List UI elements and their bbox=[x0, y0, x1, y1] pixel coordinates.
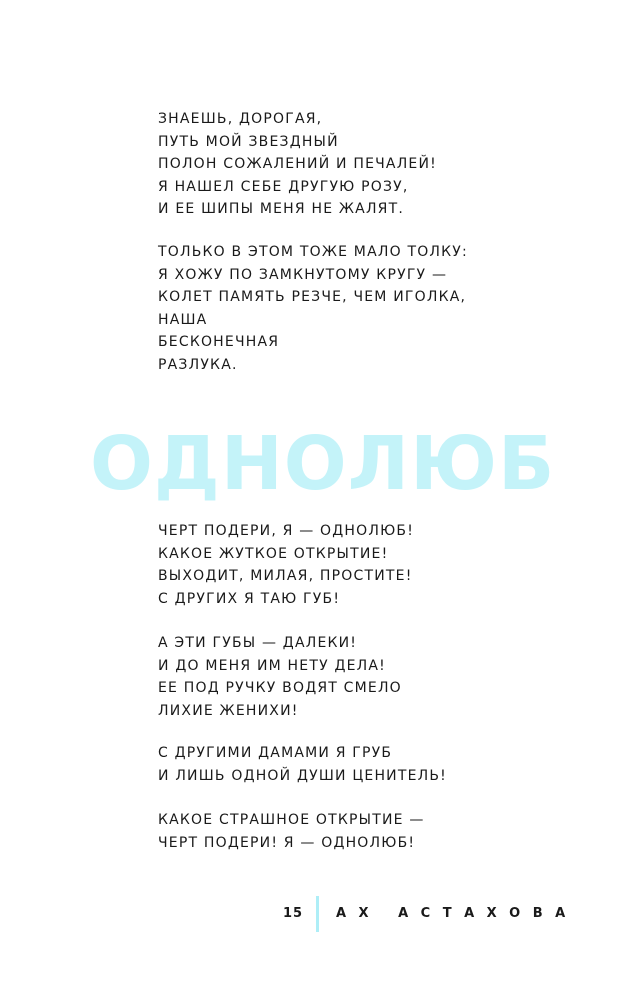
poem-line: ЕЕ ПОД РУЧКУ ВОДЯТ СМЕЛО bbox=[158, 680, 402, 696]
poem-line: Я ХОЖУ ПО ЗАМКНУТОМУ КРУГУ — bbox=[158, 266, 448, 283]
poem-line: БЕСКОНЕЧНАЯ bbox=[158, 334, 280, 350]
poem-line: ЛИХИЕ ЖЕНИХИ! bbox=[158, 702, 299, 719]
poem-title: ОДНОЛЮБ bbox=[90, 421, 556, 507]
stanza-bottom-3 bbox=[158, 742, 447, 787]
footer-divider bbox=[316, 896, 319, 932]
poem-line: КАКОЕ ЖУТКОЕ ОТКРЫТИЕ! bbox=[158, 545, 389, 562]
stanza-bottom-2 bbox=[158, 632, 402, 722]
poem-line: ВЫХОДИТ, МИЛАЯ, ПРОСТИТЕ! bbox=[158, 568, 413, 584]
author-name: АХ АСТАХОВА bbox=[336, 906, 578, 921]
stanza-top-1 bbox=[158, 108, 437, 221]
poem-line: С ДРУГИМИ ДАМАМИ Я ГРУБ bbox=[158, 745, 393, 761]
poem-line: ПУТЬ МОЙ ЗВЕЗДНЫЙ bbox=[158, 133, 339, 150]
page-number: 15 bbox=[283, 906, 304, 921]
stanza-bottom-1 bbox=[158, 520, 414, 610]
poem-line: И ЛИШЬ ОДНОЙ ДУШИ ЦЕНИТЕЛЬ! bbox=[158, 767, 447, 784]
poem-line: НАША bbox=[158, 311, 208, 328]
poem-line: ЗНАЕШЬ, ДОРОГАЯ, bbox=[158, 111, 323, 127]
poem-line: РАЗЛУКА. bbox=[158, 356, 238, 373]
poem-line: ЧЕРТ ПОДЕРИ, Я — ОДНОЛЮБ! bbox=[158, 523, 415, 539]
poem-line: И ЕЕ ШИПЫ МЕНЯ НЕ ЖАЛЯТ. bbox=[158, 201, 405, 217]
poem-line: Я НАШЕЛ СЕБЕ ДРУГУЮ РОЗУ, bbox=[158, 178, 409, 195]
stanza-bottom-4 bbox=[158, 809, 425, 854]
poem-line: А ЭТИ ГУБЫ — ДАЛЕКИ! bbox=[158, 635, 358, 651]
poem-line: С ДРУГИХ Я ТАЮ ГУБ! bbox=[158, 590, 341, 607]
page-footer bbox=[0, 896, 644, 932]
stanza-top-2 bbox=[158, 241, 468, 376]
poem-line: КАКОЕ СТРАШНОЕ ОТКРЫТИЕ — bbox=[158, 812, 425, 828]
poem-line: И ДО МЕНЯ ИМ НЕТУ ДЕЛА! bbox=[158, 657, 386, 674]
poem-line: КОЛЕТ ПАМЯТЬ РЕЗЧЕ, ЧЕМ ИГОЛКА, bbox=[158, 289, 467, 305]
poem-line: ПОЛОН СОЖАЛЕНИЙ И ПЕЧАЛЕЙ! bbox=[158, 156, 437, 172]
poem-line: ЧЕРТ ПОДЕРИ! Я — ОДНОЛЮБ! bbox=[158, 834, 416, 851]
poem-line: ТОЛЬКО В ЭТОМ ТОЖЕ МАЛО ТОЛКУ: bbox=[158, 244, 468, 260]
